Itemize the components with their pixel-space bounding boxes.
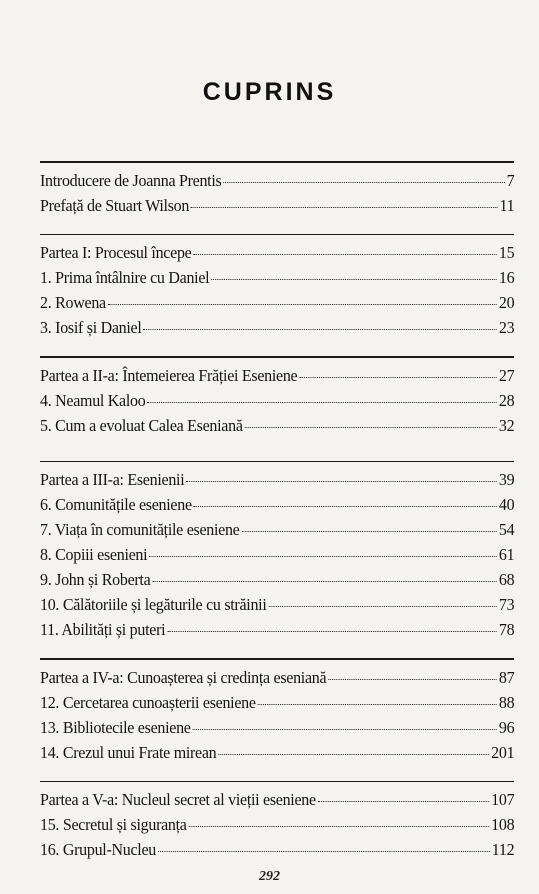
toc-entry-label: 9. John și Roberta xyxy=(40,570,151,589)
dot-leader xyxy=(223,182,504,183)
toc-entry-label: Prefață de Stuart Wilson xyxy=(40,195,190,215)
toc-entry xyxy=(40,171,514,196)
dot-leader xyxy=(147,402,497,403)
toc-entry-page: 87 xyxy=(498,667,515,687)
section-divider xyxy=(40,356,514,358)
toc-entry-page: 40 xyxy=(498,495,515,514)
toc-entry xyxy=(40,366,514,391)
toc-entry-label: 1. Prima întâlnire cu Daniel xyxy=(40,268,210,287)
toc-entry-page: 16 xyxy=(498,268,515,287)
toc-entry-page: 88 xyxy=(498,692,515,712)
toc-entry-page: 7 xyxy=(506,170,515,190)
dot-leader xyxy=(186,481,497,482)
dot-leader xyxy=(211,279,497,280)
toc-entry-page: 68 xyxy=(498,570,515,589)
toc-entry xyxy=(40,815,514,840)
table-of-contents xyxy=(40,161,514,865)
toc-entry-page: 112 xyxy=(491,840,515,859)
toc-entry-label: Introducere de Joanna Prentis xyxy=(40,170,222,190)
toc-entry xyxy=(40,196,514,221)
toc-entry-label: 5. Cum a evoluat Calea Eseniană xyxy=(40,415,243,435)
dot-leader xyxy=(241,531,497,532)
toc-entry xyxy=(40,293,514,318)
toc-entry xyxy=(40,268,514,293)
dot-leader xyxy=(192,729,497,730)
toc-entry-label: 14. Crezul unui Frate mirean xyxy=(40,742,217,762)
toc-entry-label: 10. Călătoriile și legăturile cu străinii xyxy=(40,595,267,614)
toc-entry xyxy=(40,495,514,520)
dot-leader xyxy=(158,851,490,852)
dot-leader xyxy=(191,207,498,208)
toc-entry xyxy=(40,416,514,441)
toc-entry-label: 6. Comunitățile eseniene xyxy=(40,495,192,514)
toc-entry-page: 54 xyxy=(498,520,515,539)
dot-leader xyxy=(194,506,497,507)
toc-entry-page: 32 xyxy=(498,415,515,435)
toc-entry xyxy=(40,790,514,815)
toc-entry-page: 108 xyxy=(491,815,515,834)
dot-leader xyxy=(328,679,497,680)
toc-entry xyxy=(40,693,514,718)
toc-entry-label: 2. Rowena xyxy=(40,293,106,312)
section-divider xyxy=(40,658,514,660)
toc-entry-page: 39 xyxy=(498,470,515,489)
section-divider xyxy=(40,234,514,236)
toc-entry xyxy=(40,570,514,595)
toc-entry-page: 15 xyxy=(498,243,515,262)
dot-leader xyxy=(108,304,497,305)
section-divider xyxy=(40,781,514,783)
dot-leader xyxy=(244,427,497,428)
toc-entry-page: 23 xyxy=(498,318,515,337)
toc-entry-label: 8. Copiii esenieni xyxy=(40,545,148,564)
toc-entry-label: Partea a IV-a: Cunoașterea și credința eseniană xyxy=(40,667,327,687)
dot-leader xyxy=(149,556,497,557)
toc-entry-page: 78 xyxy=(498,620,515,639)
dot-leader xyxy=(188,826,489,827)
dot-leader xyxy=(167,631,497,632)
toc-entry-label: 4. Neamul Kaloo xyxy=(40,390,146,410)
section-divider xyxy=(40,161,514,163)
toc-entry-page: 28 xyxy=(498,390,515,410)
dot-leader xyxy=(268,606,497,607)
toc-entry-label: 16. Grupul-Nucleu xyxy=(40,840,157,859)
toc-entry xyxy=(40,318,514,343)
toc-entry-label: Partea a V-a: Nucleul secret al vieții eseniene xyxy=(40,790,316,809)
toc-entry-label: Partea I: Procesul începe xyxy=(40,243,192,262)
section-divider xyxy=(40,461,514,463)
dot-leader xyxy=(299,377,497,378)
toc-entry xyxy=(40,520,514,545)
toc-entry-page: 73 xyxy=(498,595,515,614)
toc-entry-label: 11. Abilități și puteri xyxy=(40,620,166,639)
toc-entry xyxy=(40,243,514,268)
dot-leader xyxy=(258,704,497,705)
toc-entry xyxy=(40,840,514,865)
page-number: 292 xyxy=(259,869,280,884)
toc-entry-label: 12. Cercetarea cunoașterii eseniene xyxy=(40,692,256,712)
toc-entry-page: 27 xyxy=(498,365,515,385)
toc-entry xyxy=(40,743,514,768)
dot-leader xyxy=(152,581,497,582)
toc-entry-page: 61 xyxy=(498,545,515,564)
toc-entry xyxy=(40,620,514,645)
toc-entry-label: Partea a II-a: Întemeierea Frăției Eseniene xyxy=(40,365,298,385)
toc-entry-label: 3. Iosif și Daniel xyxy=(40,318,142,337)
toc-entry xyxy=(40,595,514,620)
toc-entry-page: 201 xyxy=(491,742,515,762)
toc-entry-label: Partea a III-a: Esenienii xyxy=(40,470,185,489)
toc-entry-page: 96 xyxy=(498,717,515,737)
dot-leader xyxy=(218,754,489,755)
toc-entry xyxy=(40,470,514,495)
toc-entry-page: 20 xyxy=(498,293,515,312)
toc-entry xyxy=(40,545,514,570)
toc-entry-page: 107 xyxy=(491,790,515,809)
dot-leader xyxy=(318,801,490,802)
toc-entry xyxy=(40,718,514,743)
toc-entry-page: 11 xyxy=(499,195,515,215)
toc-entry xyxy=(40,668,514,693)
dot-leader xyxy=(143,329,497,330)
dot-leader xyxy=(193,254,497,255)
toc-entry-label: 15. Secretul și siguranța xyxy=(40,815,187,834)
toc-entry-label: 13. Bibliotecile eseniene xyxy=(40,717,191,737)
toc-entry-label: 7. Viața în comunitățile eseniene xyxy=(40,520,240,539)
toc-title: CUPRINS xyxy=(202,78,337,106)
toc-entry xyxy=(40,391,514,416)
